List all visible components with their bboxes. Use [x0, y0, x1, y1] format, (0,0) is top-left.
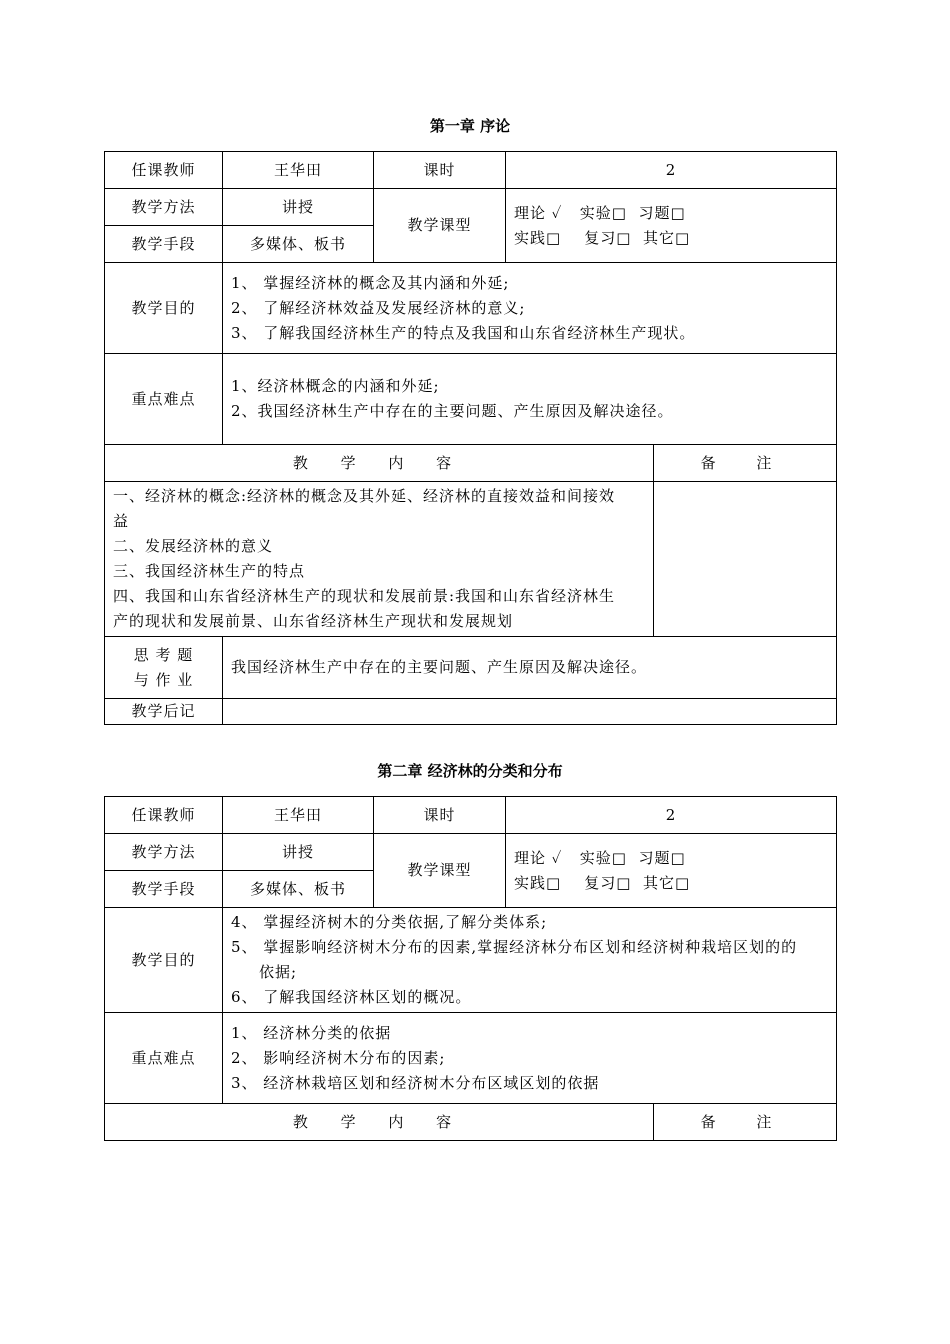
label-course-type: 教学课型 [374, 189, 506, 263]
homework-value: 我国经济林生产中存在的主要问题、产生原因及解决途径。 [223, 637, 837, 699]
label-method: 教学方法 [105, 189, 223, 226]
objective-item: 1、 掌握经济林的概念及其内涵和外延; [231, 273, 510, 292]
key-points-list [223, 1013, 837, 1104]
objective-item: 6、 了解我国经济林区划的概况。 [231, 988, 472, 1006]
course-type-options [506, 189, 837, 263]
chapter1-title: 第一章 序论 [429, 117, 511, 135]
key-points-list [223, 354, 837, 445]
key-point-item: 1、 经济林分类的依据 [231, 1023, 392, 1042]
label-key-points: 重点难点 [105, 354, 223, 445]
content-item: 三、我国经济林生产的特点 [113, 562, 306, 580]
label-means: 教学手段 [105, 226, 223, 263]
label-course-type: 教学课型 [374, 834, 506, 908]
content-item: 二、发展经济林的意义 [113, 537, 274, 555]
label-homework-line2: 与 作 业 [133, 670, 194, 689]
afterword-value [223, 699, 837, 725]
label-hours: 课时 [374, 152, 506, 189]
content-header: 教 学 内 容 [105, 1104, 654, 1141]
course-type-line1: 理论 ✓ 实验□ 习题□ [514, 848, 686, 867]
label-hours: 课时 [374, 797, 506, 834]
objectives-list [223, 263, 837, 354]
content-item: 产的现状和发展前景、山东省经济林生产现状和发展规划 [113, 612, 514, 630]
label-objectives: 教学目的 [105, 908, 223, 1013]
objective-item: 2、 了解经济林效益及发展经济林的意义; [231, 298, 526, 317]
means-value: 多媒体、板书 [223, 871, 374, 908]
label-homework-line1: 思 考 题 [133, 645, 194, 664]
objective-item: 5、 掌握影响经济树木分布的因素,掌握经济林分布区划和经济树种栽培区划的的 [231, 938, 798, 956]
course-type-line2: 实践□ 复习□ 其它□ [514, 228, 691, 247]
content-item: 一、经济林的概念:经济林的概念及其外延、经济林的直接效益和间接效 [113, 487, 616, 505]
label-afterword: 教学后记 [105, 699, 223, 725]
objectives-list [223, 908, 837, 1013]
label-teacher: 任课教师 [105, 797, 223, 834]
teacher-value: 王华田 [223, 797, 374, 834]
course-type-line1: 理论 ✓ 实验□ 习题□ [514, 203, 686, 222]
method-value: 讲授 [223, 189, 374, 226]
course-type-options [506, 834, 837, 908]
key-point-item: 2、 影响经济树木分布的因素; [231, 1048, 446, 1067]
content-header: 教 学 内 容 [105, 445, 654, 482]
course-type-line2: 实践□ 复习□ 其它□ [514, 873, 691, 892]
remarks-cell [654, 482, 837, 637]
content-item: 益 [113, 512, 130, 530]
key-point-item: 1、经济林概念的内涵和外延; [231, 377, 440, 395]
key-point-item: 2、我国经济林生产中存在的主要问题、产生原因及解决途径。 [231, 402, 674, 420]
chapter1-lesson-table [104, 151, 837, 725]
hours-value: 2 [506, 152, 837, 189]
key-point-item: 3、 经济林栽培区划和经济树木分布区域区划的依据 [231, 1073, 600, 1092]
teaching-content [105, 482, 654, 637]
remarks-header: 备 注 [654, 445, 837, 482]
means-value: 多媒体、板书 [223, 226, 374, 263]
label-means: 教学手段 [105, 871, 223, 908]
label-homework [105, 637, 223, 699]
label-method: 教学方法 [105, 834, 223, 871]
teacher-value: 王华田 [223, 152, 374, 189]
objective-item-continuation: 依据; [259, 963, 298, 981]
chapter2-lesson-table [104, 796, 837, 1141]
remarks-header: 备 注 [654, 1104, 837, 1141]
objective-item: 3、 了解我国经济林生产的特点及我国和山东省经济林生产现状。 [231, 323, 696, 342]
hours-value: 2 [506, 797, 837, 834]
objective-item: 4、 掌握经济树木的分类依据,了解分类体系; [231, 913, 548, 931]
label-teacher: 任课教师 [105, 152, 223, 189]
label-key-points: 重点难点 [105, 1013, 223, 1104]
content-item: 四、我国和山东省经济林生产的现状和发展前景:我国和山东省经济林生 [113, 587, 616, 605]
chapter2-title: 第二章 经济林的分类和分布 [377, 762, 563, 780]
label-objectives: 教学目的 [105, 263, 223, 354]
method-value: 讲授 [223, 834, 374, 871]
